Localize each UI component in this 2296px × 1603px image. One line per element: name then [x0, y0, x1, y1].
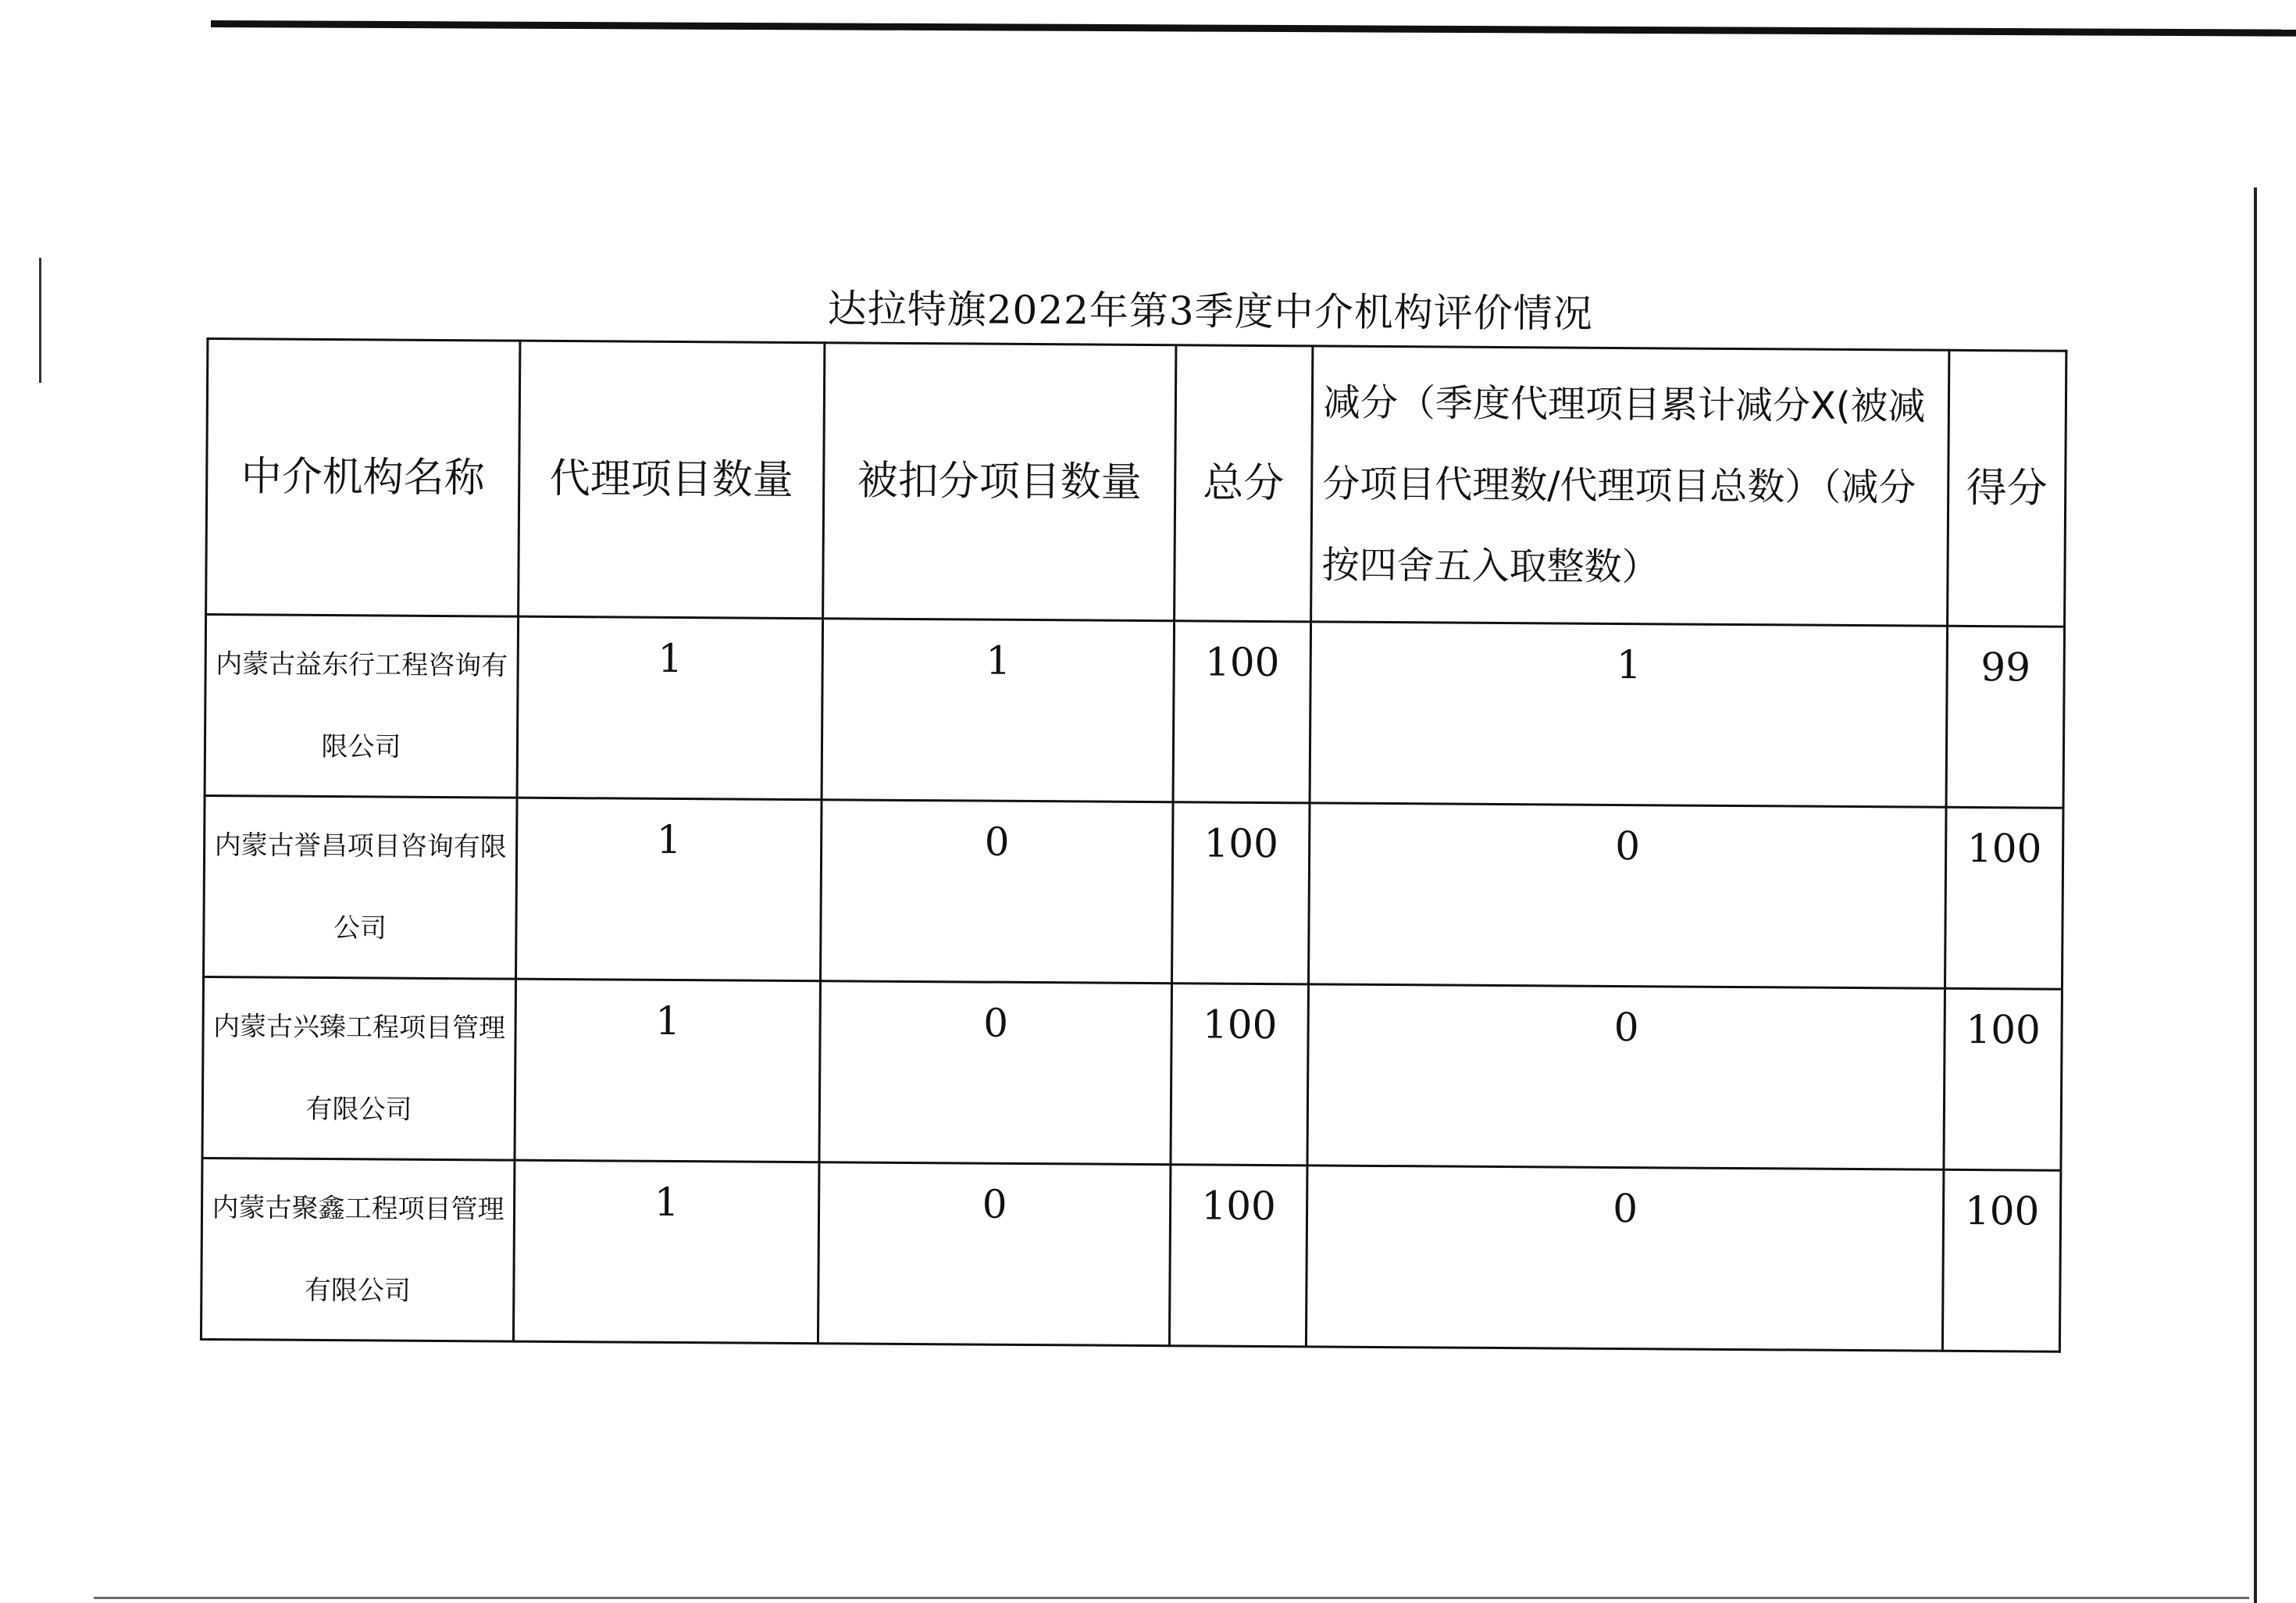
cell-score: 100 — [1942, 1169, 2061, 1351]
evaluation-table — [200, 337, 2067, 1353]
table-row — [201, 1158, 2060, 1351]
cell-proxy-count: 1 — [517, 616, 823, 800]
scan-edge-right — [2254, 187, 2257, 1603]
cell-name: 内蒙古誉昌项目咨询有限公司 — [204, 795, 518, 979]
cell-deducted-count: 0 — [818, 1162, 1171, 1346]
scan-edge-bottom — [94, 1597, 2249, 1599]
cell-name: 内蒙古聚鑫工程项目管理有限公司 — [201, 1158, 515, 1341]
cell-total: 100 — [1169, 1165, 1307, 1347]
header-proxy-count: 代理项目数量 — [519, 341, 825, 619]
cell-deduction: 0 — [1308, 803, 1946, 988]
cell-proxy-count: 1 — [515, 979, 821, 1162]
header-deduction: 减分（季度代理项目累计减分X(被减分项目代理数/代理项目总数）（减分按四舍五入取整数） — [1311, 346, 1949, 626]
header-total: 总分 — [1175, 345, 1313, 622]
cell-deduction: 0 — [1306, 1166, 1944, 1351]
header-score: 得分 — [1948, 350, 2066, 627]
document-page — [200, 273, 2097, 1353]
cell-proxy-count: 1 — [513, 1160, 819, 1344]
scan-edge-left — [39, 258, 41, 383]
header-name: 中介机构名称 — [206, 339, 520, 617]
cell-total: 100 — [1173, 621, 1311, 803]
cell-deduction: 0 — [1307, 984, 1945, 1169]
cell-score: 100 — [1944, 988, 2062, 1170]
table-row — [204, 795, 2063, 989]
cell-total: 100 — [1172, 802, 1310, 984]
cell-score: 100 — [1945, 807, 2063, 989]
table-row — [202, 976, 2062, 1170]
table-header-row — [206, 339, 2066, 627]
cell-name: 内蒙古兴臻工程项目管理有限公司 — [202, 976, 516, 1160]
table-row — [205, 615, 2064, 809]
cell-proxy-count: 1 — [516, 798, 822, 981]
scan-edge-top — [211, 20, 2296, 37]
page-title: 达拉特旗2022年第3季度中介机构评价情况 — [827, 286, 1593, 337]
cell-total: 100 — [1171, 984, 1309, 1166]
cell-deduction: 1 — [1310, 622, 1948, 807]
header-deducted-count: 被扣分项目数量 — [823, 343, 1176, 621]
cell-deducted-count: 0 — [821, 800, 1174, 984]
cell-score: 99 — [1946, 626, 2065, 808]
cell-deducted-count: 0 — [819, 981, 1172, 1165]
cell-name: 内蒙古益东行工程咨询有限公司 — [205, 615, 519, 798]
cell-deducted-count: 1 — [822, 619, 1175, 802]
